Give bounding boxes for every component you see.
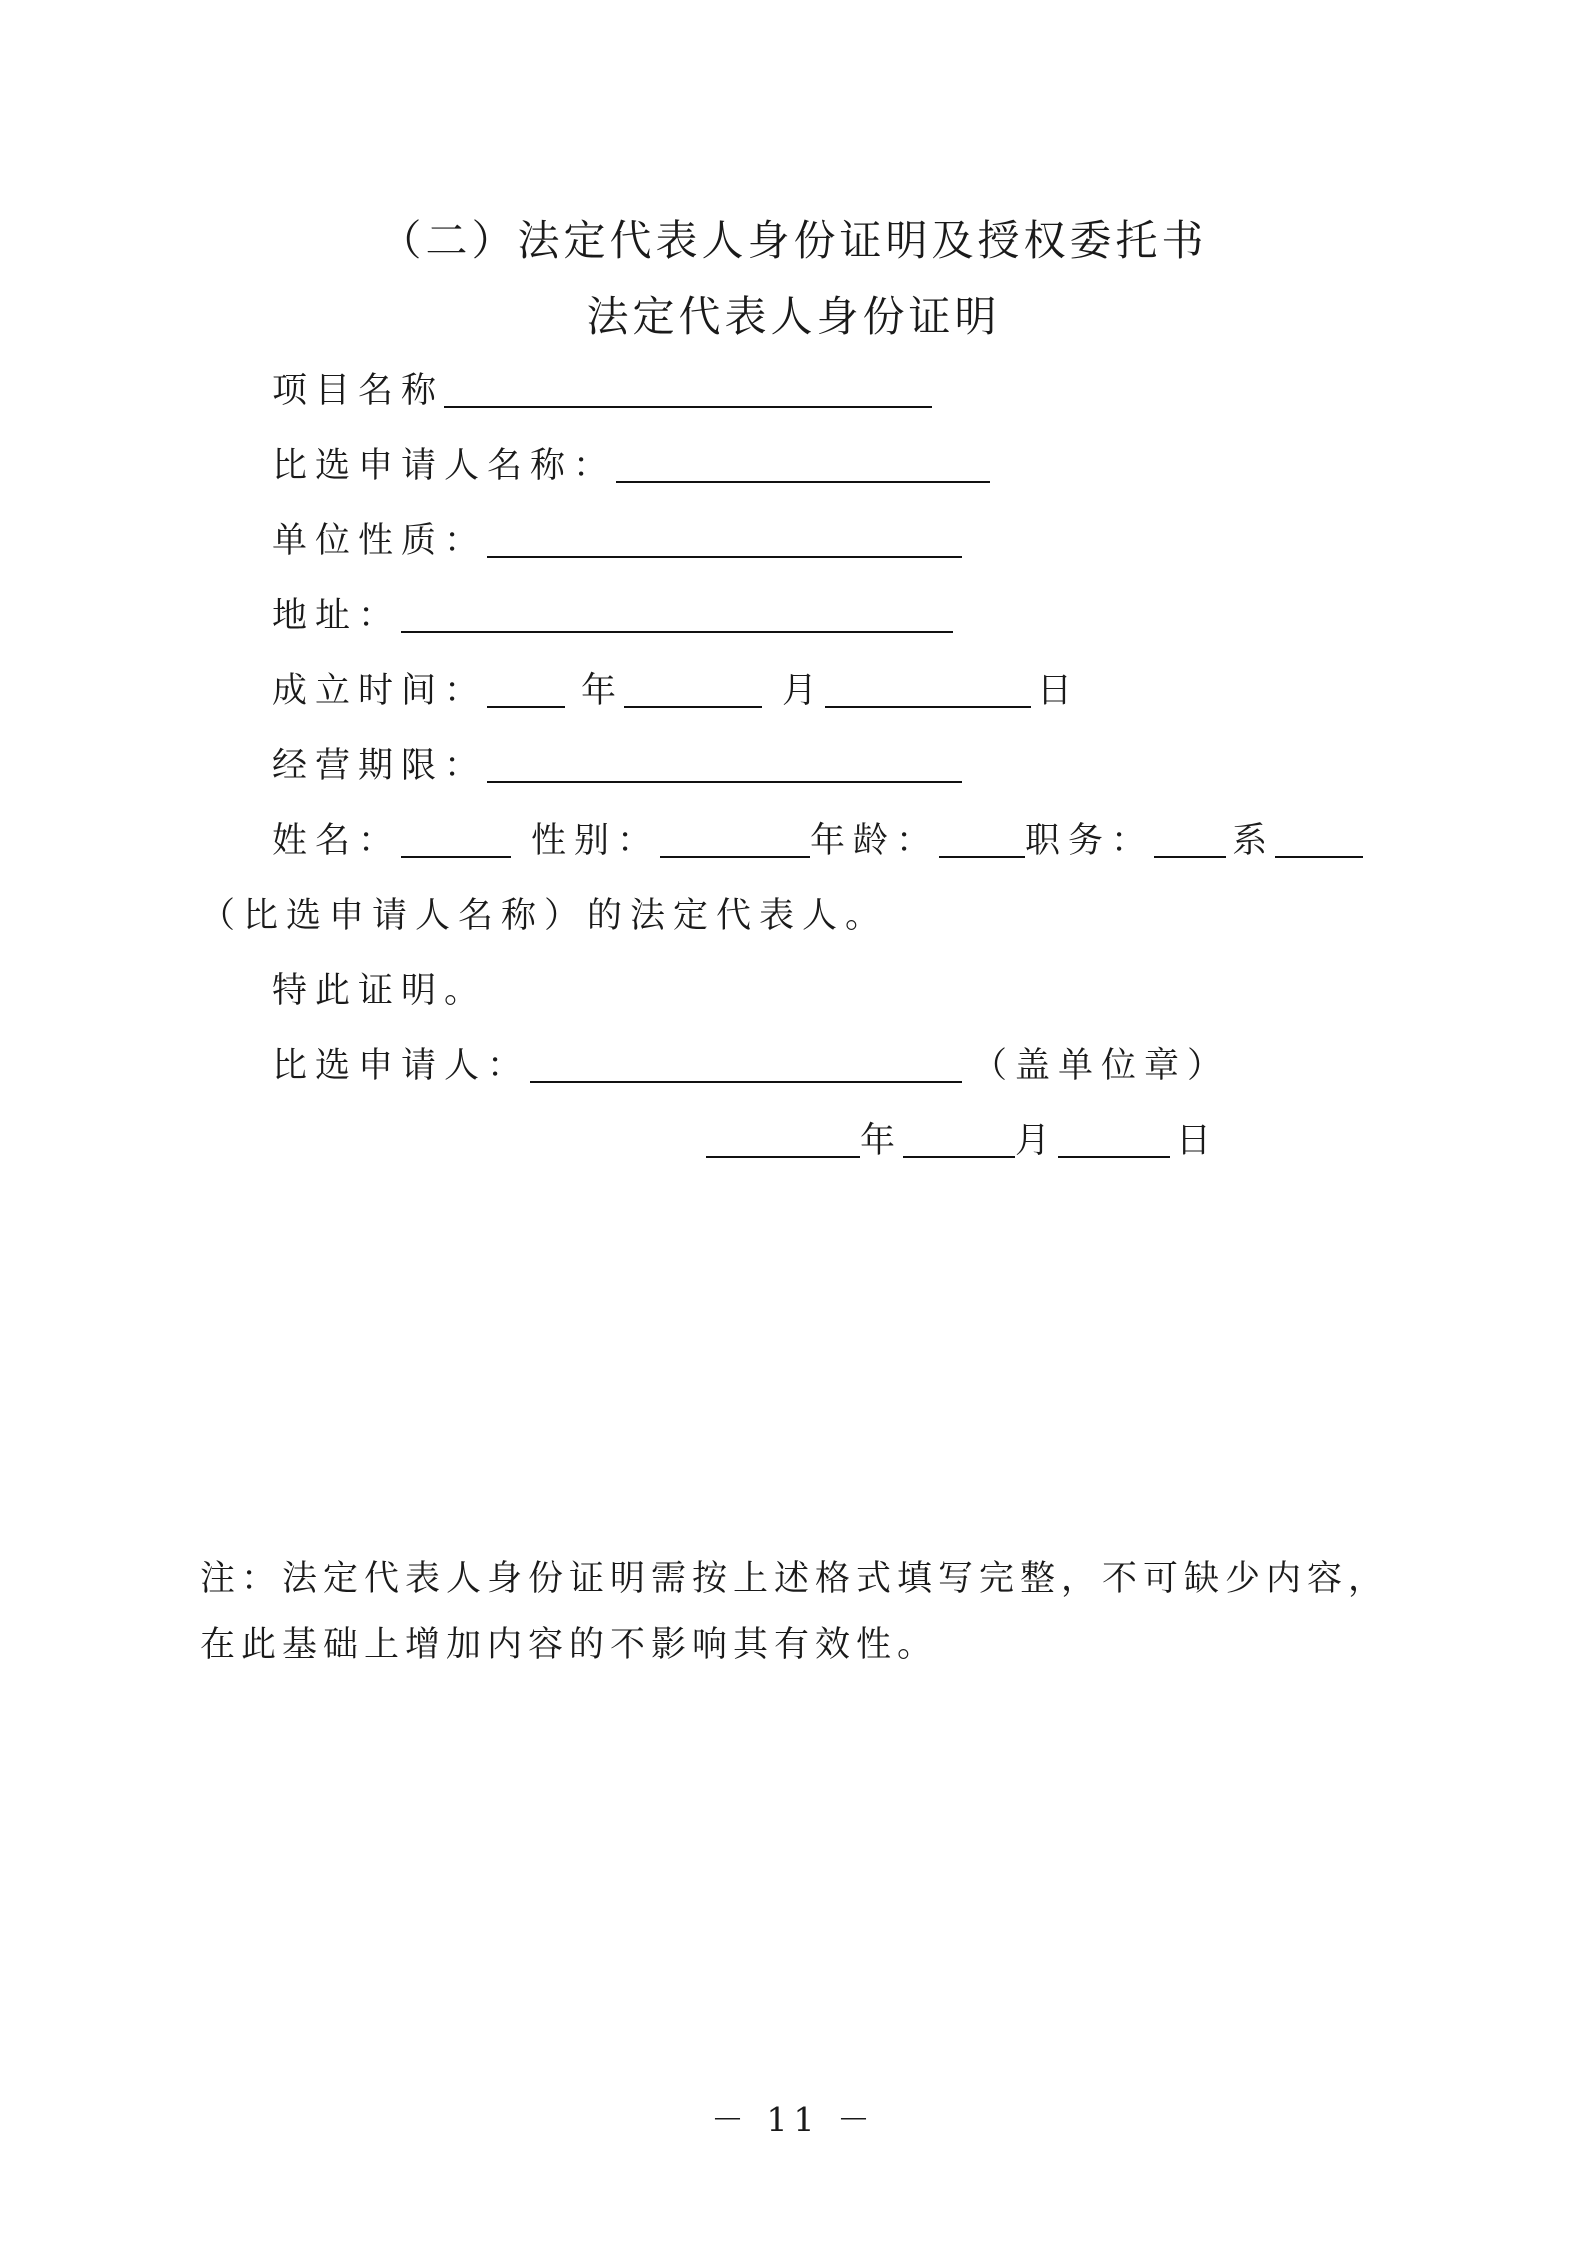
page-number: － 11 － bbox=[711, 2100, 876, 2139]
relation-blank[interactable] bbox=[1275, 816, 1363, 858]
signature-day-blank[interactable] bbox=[1058, 1116, 1170, 1158]
signature-date-row bbox=[706, 1116, 1219, 1166]
document-title: （二）法定代表人身份证明及授权委托书 bbox=[379, 216, 1208, 265]
gender-label: 性别： bbox=[531, 821, 661, 861]
statement-line-1 bbox=[200, 891, 888, 941]
name-label: 姓名： bbox=[272, 821, 402, 861]
name-blank[interactable] bbox=[401, 816, 511, 858]
document-subtitle: 法定代表人身份证明 bbox=[586, 292, 1001, 341]
project-name-blank[interactable] bbox=[444, 366, 932, 408]
address-blank[interactable] bbox=[401, 591, 953, 633]
business-period-blank[interactable] bbox=[487, 741, 962, 783]
applicant-name-blank[interactable] bbox=[616, 441, 990, 483]
address-row bbox=[272, 591, 953, 641]
signature-day-label: 日 bbox=[1176, 1121, 1220, 1161]
established-month-blank[interactable] bbox=[624, 666, 762, 708]
applicant-name-label: 比选申请人名称： bbox=[272, 446, 617, 486]
established-month-label: 月 bbox=[782, 671, 826, 711]
established-year-label: 年 bbox=[581, 671, 625, 711]
project-name-label: 项目名称 bbox=[272, 371, 445, 411]
business-period-row bbox=[272, 741, 962, 791]
signature-year-blank[interactable] bbox=[706, 1116, 860, 1158]
signature-month-label: 月 bbox=[1015, 1121, 1059, 1161]
established-time-row bbox=[272, 666, 1080, 716]
signature-applicant-blank[interactable] bbox=[530, 1041, 962, 1083]
project-name-row bbox=[272, 366, 932, 416]
signature-year-label: 年 bbox=[860, 1121, 904, 1161]
applicant-name-row bbox=[272, 441, 990, 491]
established-day-blank[interactable] bbox=[825, 666, 1031, 708]
unit-nature-row bbox=[272, 516, 962, 566]
statement-text-2: 特此证明。 bbox=[272, 971, 488, 1011]
established-day-label: 日 bbox=[1037, 671, 1081, 711]
address-label: 地址： bbox=[272, 596, 402, 636]
statement-line-2 bbox=[272, 966, 487, 1016]
signature-applicant-label: 比选申请人： bbox=[272, 1046, 531, 1086]
gender-blank[interactable] bbox=[660, 816, 810, 858]
note-paragraph: 注：法定代表人身份证明需按上述格式填写完整，不可缺少内容，在此基础上增加内容的不影响其有效性。 bbox=[200, 1559, 1390, 1665]
seal-label: （盖单位章） bbox=[972, 1046, 1231, 1086]
signature-row bbox=[272, 1041, 1230, 1091]
age-label: 年龄： bbox=[810, 821, 940, 861]
business-period-label: 经营期限： bbox=[272, 746, 488, 786]
unit-nature-blank[interactable] bbox=[487, 516, 962, 558]
legal-rep-info-row bbox=[272, 816, 1363, 866]
statement-text-1: （比选申请人名称）的法定代表人。 bbox=[200, 896, 889, 936]
established-time-label: 成立时间： bbox=[272, 671, 488, 711]
position-label: 职务： bbox=[1025, 821, 1155, 861]
established-year-blank[interactable] bbox=[487, 666, 565, 708]
age-blank[interactable] bbox=[939, 816, 1025, 858]
position-blank[interactable] bbox=[1154, 816, 1226, 858]
signature-month-blank[interactable] bbox=[903, 1116, 1015, 1158]
unit-nature-label: 单位性质： bbox=[272, 521, 488, 561]
relation-label: 系 bbox=[1232, 821, 1276, 861]
